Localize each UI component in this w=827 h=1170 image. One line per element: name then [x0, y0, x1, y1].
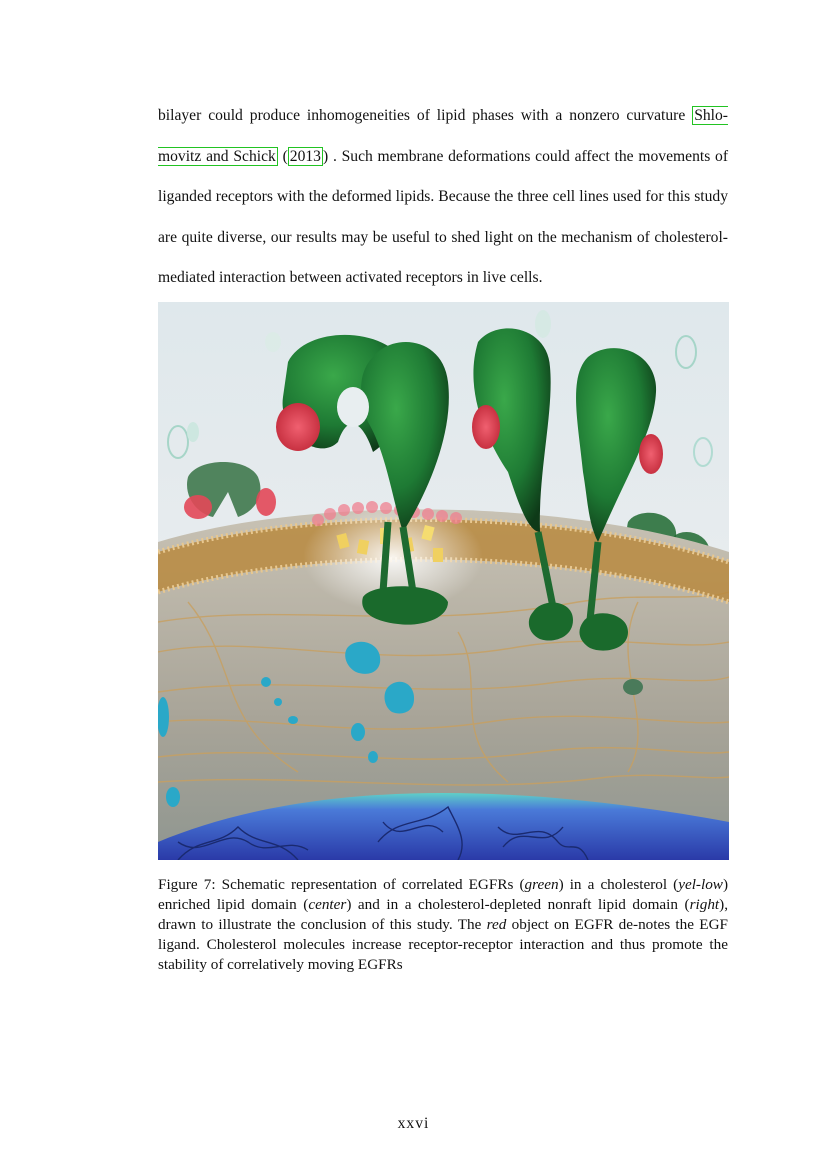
caption-italic: red — [486, 916, 507, 933]
caption-run: ) and in a cholesterol-depleted nonraft lipid domain ( — [346, 896, 690, 913]
caption-italic: green — [524, 876, 559, 893]
page-number: xxvi — [397, 1115, 430, 1132]
citation-link-authors[interactable]: Shlo-movitz and Schick — [158, 107, 728, 165]
caption-italic: center — [308, 896, 347, 913]
caption-run: ) enriched lipid domain ( — [158, 876, 728, 913]
egfr-membrane-illustration — [158, 302, 729, 860]
caption-italic: yel-low — [678, 876, 723, 893]
caption-text — [158, 875, 728, 975]
body-paragraph — [158, 96, 728, 299]
paragraph-text: bilayer could produce inhomogeneities of lipid phases with a nonzero curvature Shlo-movitz and Schick ( 2013 ) . Such membrane deformations could affect the movements of liganded receptors with the deformed lipids. Because the three cell lines used for this study are quite diverse, our results may be useful to shed light on the mechanism of cholesterol-mediated interaction between activated receptors in live cells. — [158, 107, 729, 287]
citation-link-year[interactable]: 2013 — [289, 147, 321, 165]
caption-italic: right — [689, 896, 720, 913]
caption-label: Figure 7: — [158, 876, 222, 893]
text-run: . Such membrane deformations could affect the movements of liganded receptors with the deformed lipids. Because the three cell lines used for this study are quite diverse, our results may be useful to shed light on the mechanism of cholesterol-mediated interaction between activated receptors in live cells. — [158, 147, 729, 287]
caption-run: ) in a cholesterol ( — [558, 876, 679, 893]
caption-run: Schematic representation of correlated EGFRs ( — [221, 876, 525, 893]
figure-caption — [158, 875, 728, 975]
figure-illustration — [158, 302, 729, 860]
text-run: bilayer could produce inhomogeneities of lipid phases with a nonzero curvature — [158, 107, 693, 124]
caption-run: object on EGFR de-notes the EGF ligand. Cholesterol molecules increase receptor-receptor interaction and thus promote the stability of correlatively moving EGFRs — [158, 916, 728, 973]
caption-run: ), drawn to illustrate the conclusion of this study. The — [158, 896, 728, 933]
